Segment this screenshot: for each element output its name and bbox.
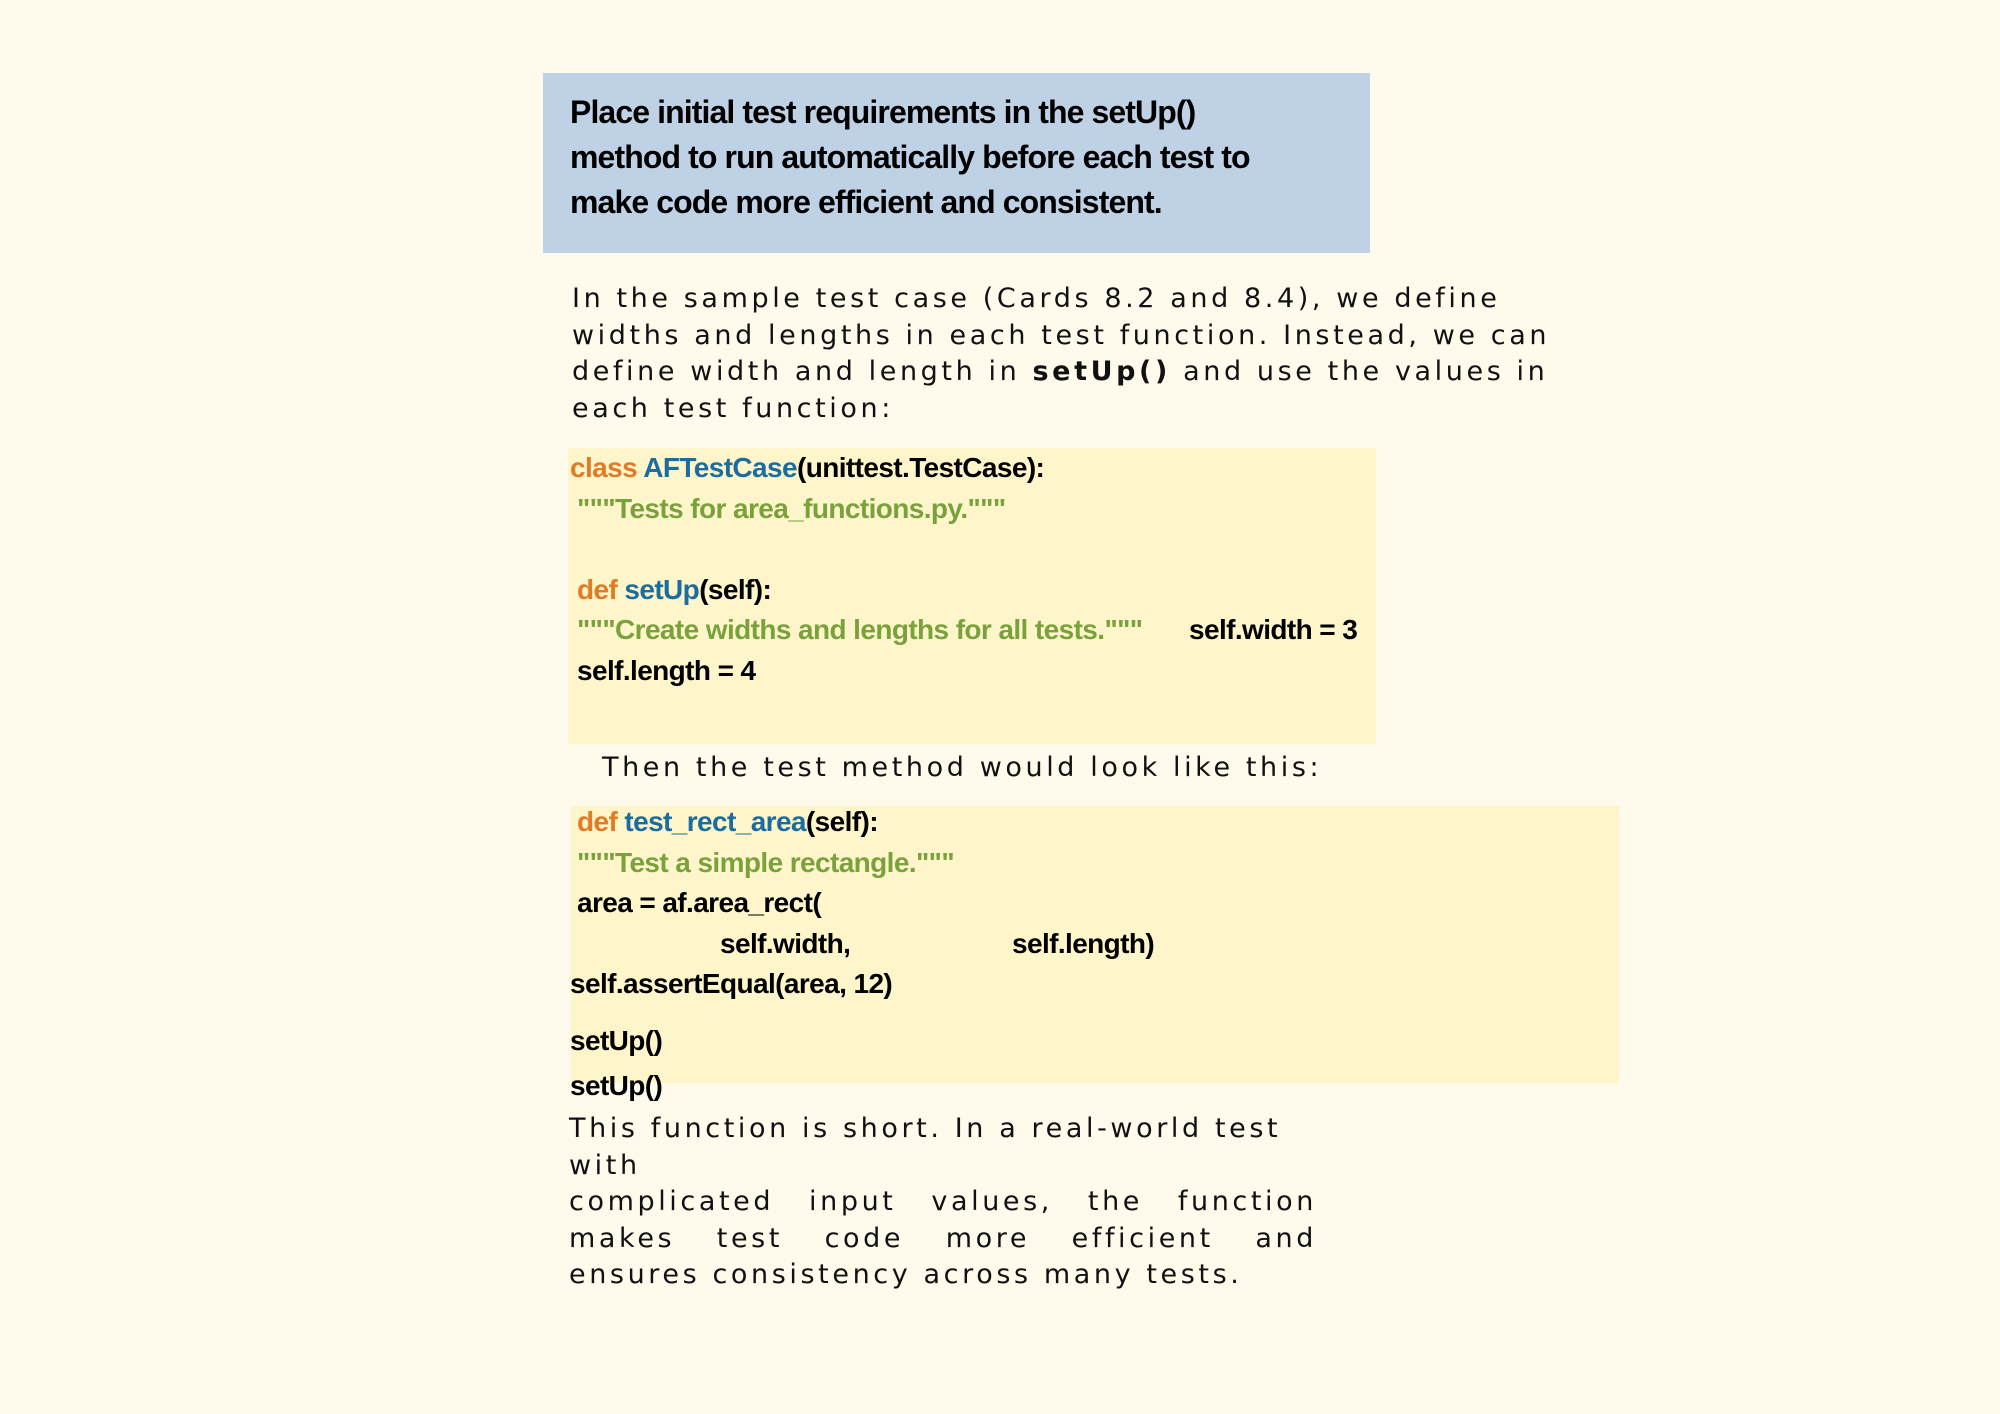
closing-line: ensures consistency across many tests.	[569, 1259, 1243, 1290]
callout-line: make code more efficient and consistent.	[570, 184, 1162, 220]
code-line-arg-length: self.length)	[1012, 928, 1155, 959]
intro-line-text: define width and length in	[572, 356, 1033, 387]
intro-paragraph	[572, 281, 1622, 427]
code-line-arg-width: self.width,	[720, 928, 851, 959]
closing-line: This function is short. In a real-world test	[569, 1113, 1282, 1144]
keyword-class: class	[570, 452, 638, 483]
keyword-def: def	[577, 574, 618, 605]
closing-line: complicated input values, the function	[569, 1186, 1317, 1217]
callout-line: Place initial test requirements in the setUp()	[570, 94, 1196, 130]
function-name: setUp	[624, 574, 700, 605]
code-line-width: self.width = 3	[1189, 614, 1358, 645]
function-params: (self):	[699, 574, 772, 605]
intro-line: In the sample test case (Cards 8.2 and 8.4), we define	[572, 283, 1501, 314]
class-base: (unittest.TestCase):	[796, 452, 1045, 483]
closing-line: with	[569, 1149, 641, 1181]
transition-text: Then the test method would look like this:	[602, 752, 1323, 783]
function-params: (self):	[805, 806, 878, 837]
code-line-def-setup	[577, 573, 771, 607]
class-name: AFTestCase	[643, 452, 797, 483]
code-line-class-docstring: """Tests for area_functions.py."""	[577, 493, 1006, 524]
code-line-setup-docstring: """Create widths and lengths for all tests."""	[577, 614, 1143, 645]
intro-line: each test function:	[572, 392, 894, 424]
setup-label: setUp()	[570, 1025, 663, 1056]
code-line-assert: self.assertEqual(area, 12)	[570, 968, 893, 999]
code-line-class	[570, 451, 1044, 485]
intro-line	[572, 354, 1622, 391]
code-line-test-docstring: """Test a simple rectangle."""	[577, 847, 955, 878]
closing-line: makes test code more efficient and	[569, 1222, 1317, 1254]
intro-line: widths and lengths in each test function. Instead, we can	[572, 319, 1551, 351]
closing-paragraph	[569, 1111, 1317, 1294]
setup-inline-code: setUp()	[1032, 356, 1171, 387]
code-line-def-test	[577, 805, 878, 839]
code-line-length: self.length = 4	[577, 655, 756, 686]
function-name: test_rect_area	[624, 806, 806, 837]
keyword-def: def	[577, 806, 618, 837]
code-line-area: area = af.area_rect(	[577, 887, 822, 918]
intro-line-text: and use the values in	[1170, 356, 1549, 387]
callout-box	[543, 73, 1370, 253]
callout-line: method to run automatically before each test to	[570, 139, 1250, 175]
setup-label: setUp()	[570, 1070, 663, 1101]
